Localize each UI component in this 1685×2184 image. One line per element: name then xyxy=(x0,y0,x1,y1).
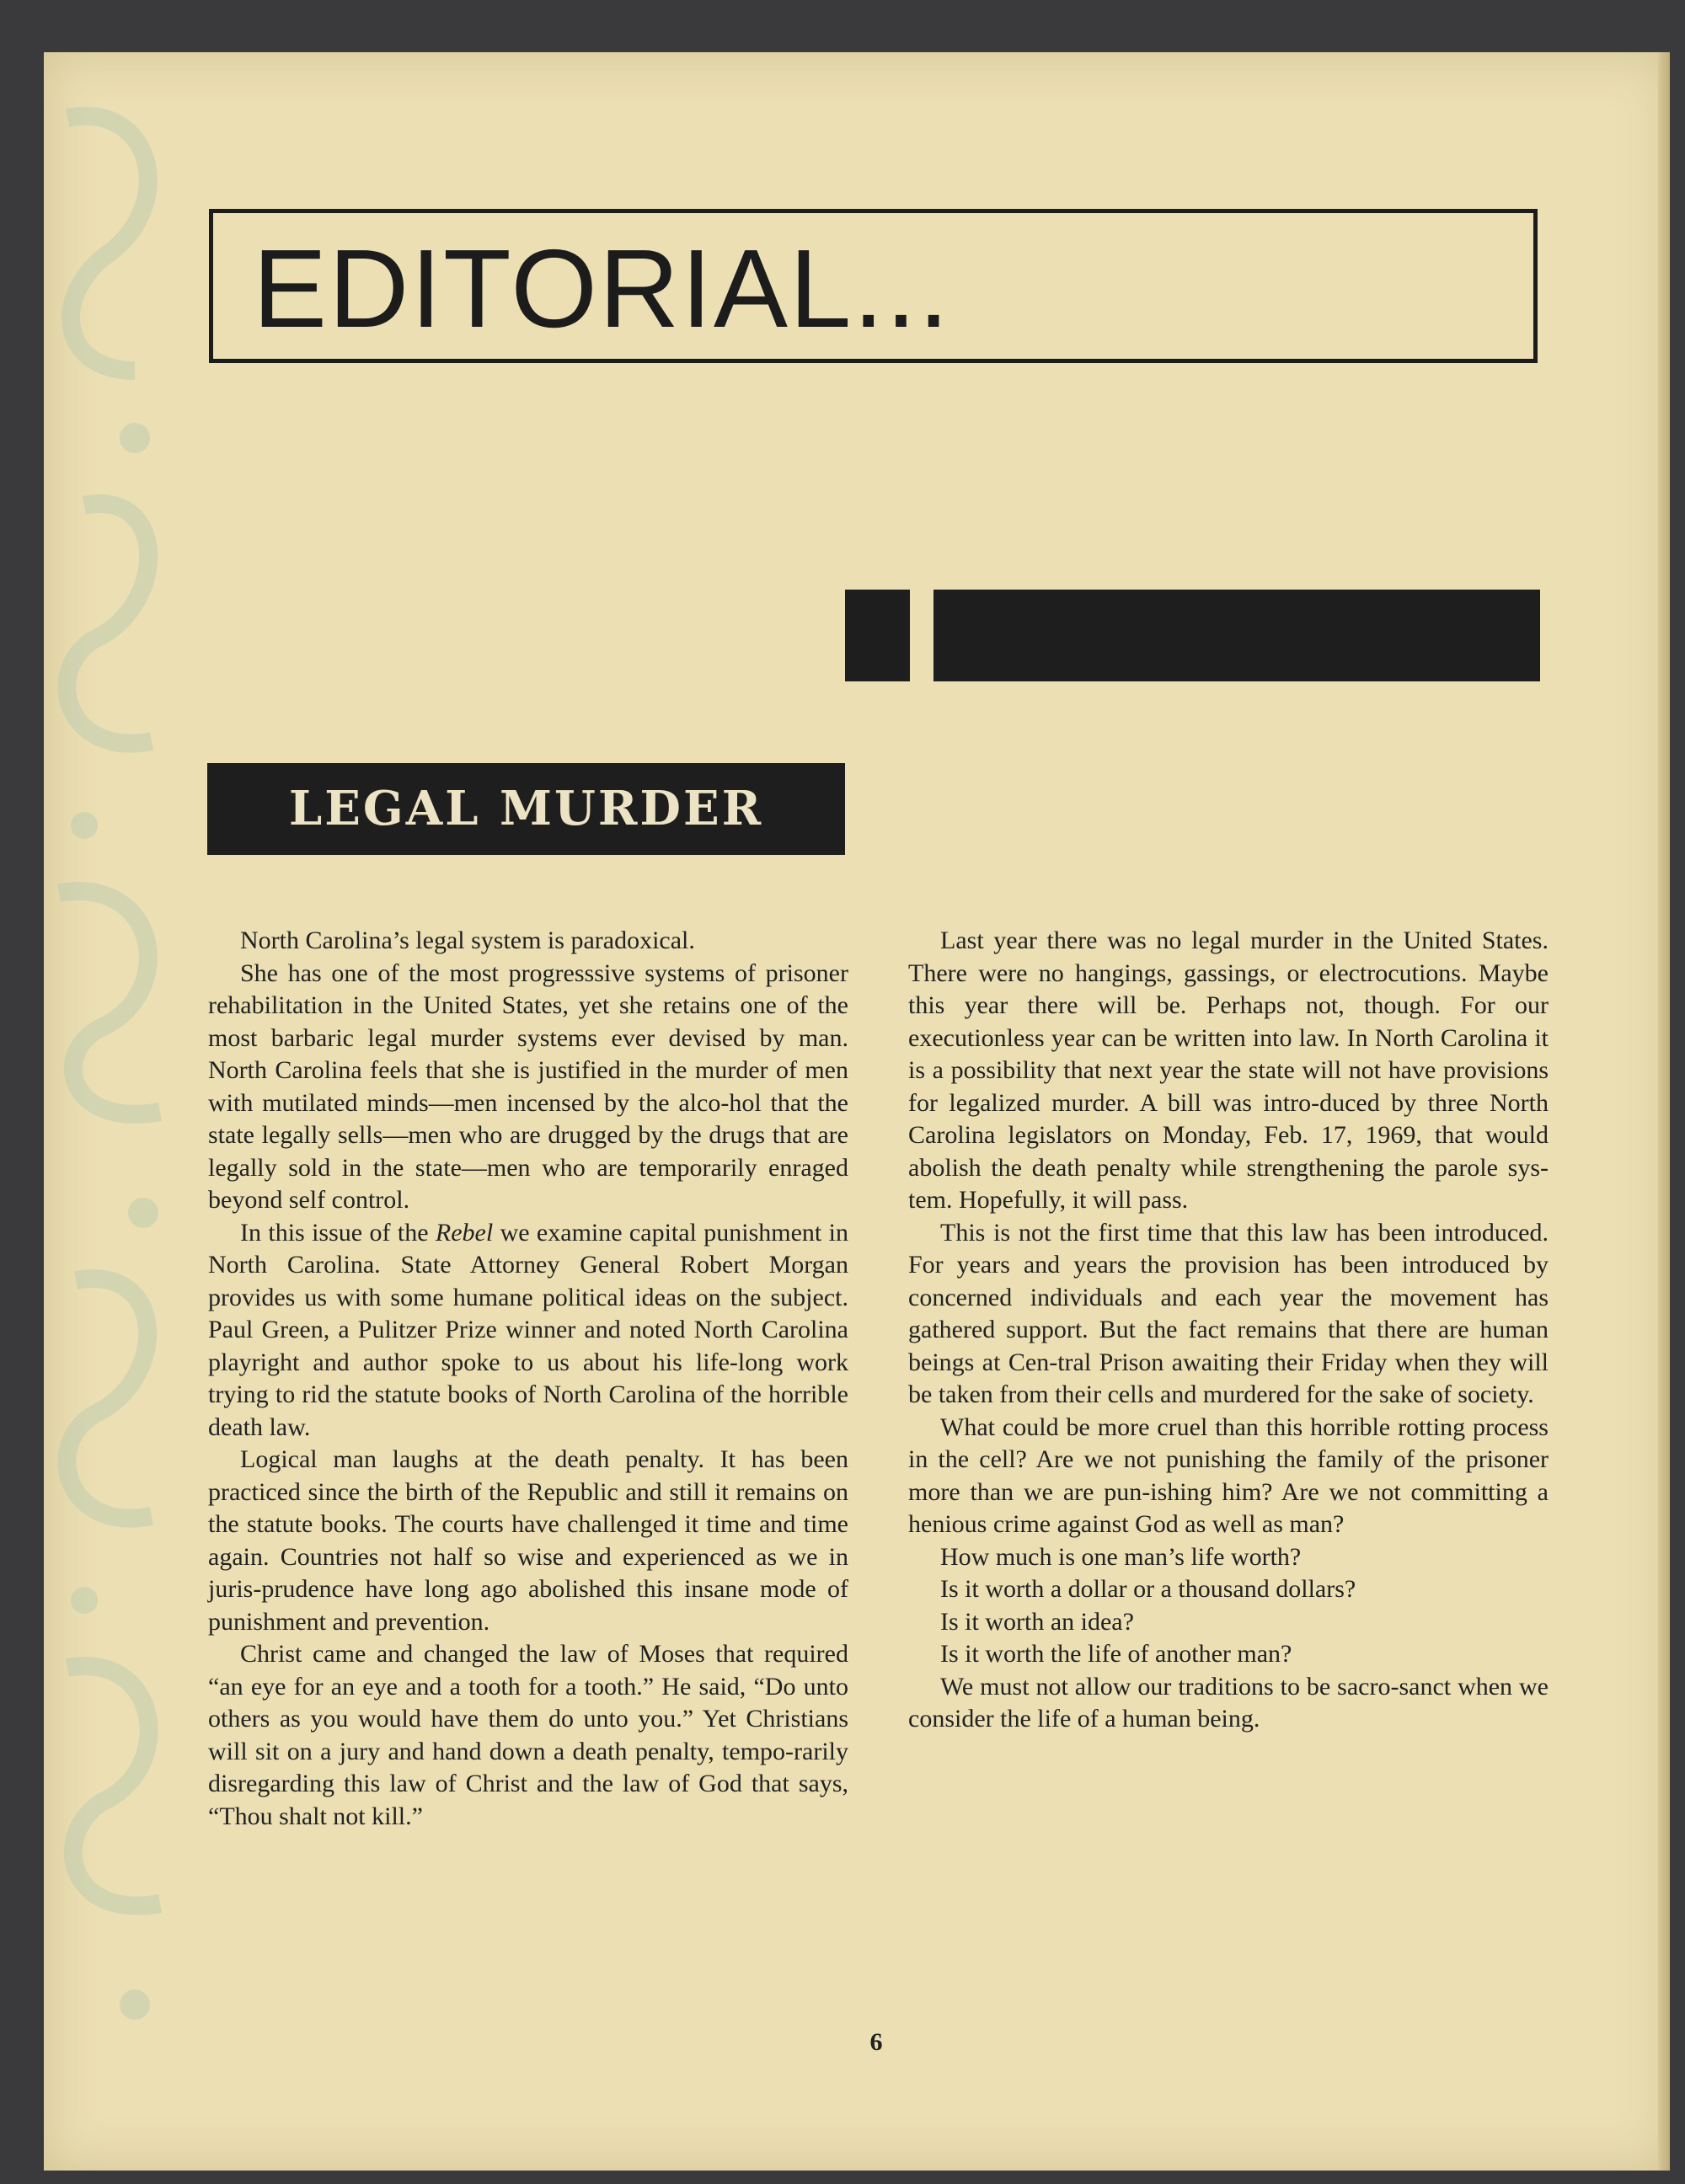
paragraph: What could be more cruel than this horrible rotting process in the cell? Are we not punishing the family of the prisoner more than we are pun-ishing him? Are we not committing a henious crime against God as well as man? xyxy=(908,1412,1549,1538)
paragraph: This is not the first time that this law has been introduced. For years and years the provision has been introduced by concerned individuals and each year the movement has gathered support. But the fact remains that there are human beings at Cen-tral Prison awaiting their Friday when they will be taken from their cells and murdered for the sake of society. xyxy=(908,1218,1549,1408)
paragraph: How much is one man’s life worth? xyxy=(940,1542,1302,1571)
right-column xyxy=(908,925,1549,1736)
page-spine xyxy=(1658,52,1670,2171)
paragraph: Is it worth a dollar or a thousand dollars? xyxy=(940,1575,1356,1603)
paragraph-text: we examine capital punishment in North Carolina. State Attorney General Robert Morgan provides us with some humane political ideas on the subject. Paul Green, a Pulitzer Prize winner and noted North Carolina playright and author spoke to us about his life-long work trying to rid the statute books of North Carolina of the horrible death law. xyxy=(208,1218,848,1441)
paragraph: We must not allow our traditions to be sacro-sanct when we consider the life of a human being. xyxy=(908,1672,1549,1733)
decorative-bar-large xyxy=(933,590,1540,681)
paragraph: Last year there was no legal murder in the United States. There were no hangings, gassings, or electrocutions. Maybe this year there will be. Perhaps not, though. For our executionless year can be written into law. In North Carolina it is a possibility that next year the state will not have provisions for legalized murder. A bill was intro-duced by three North Carolina legislators on Monday, Feb. 17, 1969, that would abolish the death penalty while strengthening the parole sys-tem. Hopefully, it will pass. xyxy=(908,926,1549,1214)
paragraph: Christ came and changed the law of Moses that required “an eye for an eye and a tooth for a tooth.” He said, “Do unto others as you would have them do unto you.” Yet Christians will sit on a jury and hand down a death penalty, tempo-rarily disregarding this law of Christ and the law of God that says, “Thou shalt not kill.” xyxy=(208,1640,848,1830)
paragraph xyxy=(208,1217,848,1444)
decorative-bar-small xyxy=(845,590,910,681)
paragraph: She has one of the most progresssive systems of prisoner rehabilitation in the United States, yet she retains one of the most barbaric legal murder systems ever devised by man. North Carolina feels that she is justified in the murder of men with mutilated minds—men incensed by the alco-hol that the state legally sells—men who are drugged by the drugs that are legally sold in the state—men who are temporarily enraged beyond self control. xyxy=(208,959,848,1214)
paragraph: Is it worth an idea? xyxy=(940,1607,1134,1636)
page-title: EDITORIAL... xyxy=(253,227,951,350)
paragraph: North Carolina’s legal system is paradoxical. xyxy=(240,926,695,954)
decorative-watermark xyxy=(34,67,185,2131)
page-number: 6 xyxy=(869,2028,883,2056)
left-column xyxy=(208,925,848,1833)
paragraph: Logical man laughs at the death penalty. It has been practiced since the birth of the Republic and still it remains on the statute books. The courts have challenged it time and time again. Countries not half so wise and experienced as we in juris-prudence have long ago abolished this insane mode of punishment and prevention. xyxy=(208,1445,848,1636)
paragraph-text: In this issue of the xyxy=(240,1218,436,1247)
magazine-name: Rebel xyxy=(435,1218,494,1247)
paragraph: Is it worth the life of another man? xyxy=(940,1640,1292,1668)
article-headline: LEGAL MURDER xyxy=(288,781,764,836)
